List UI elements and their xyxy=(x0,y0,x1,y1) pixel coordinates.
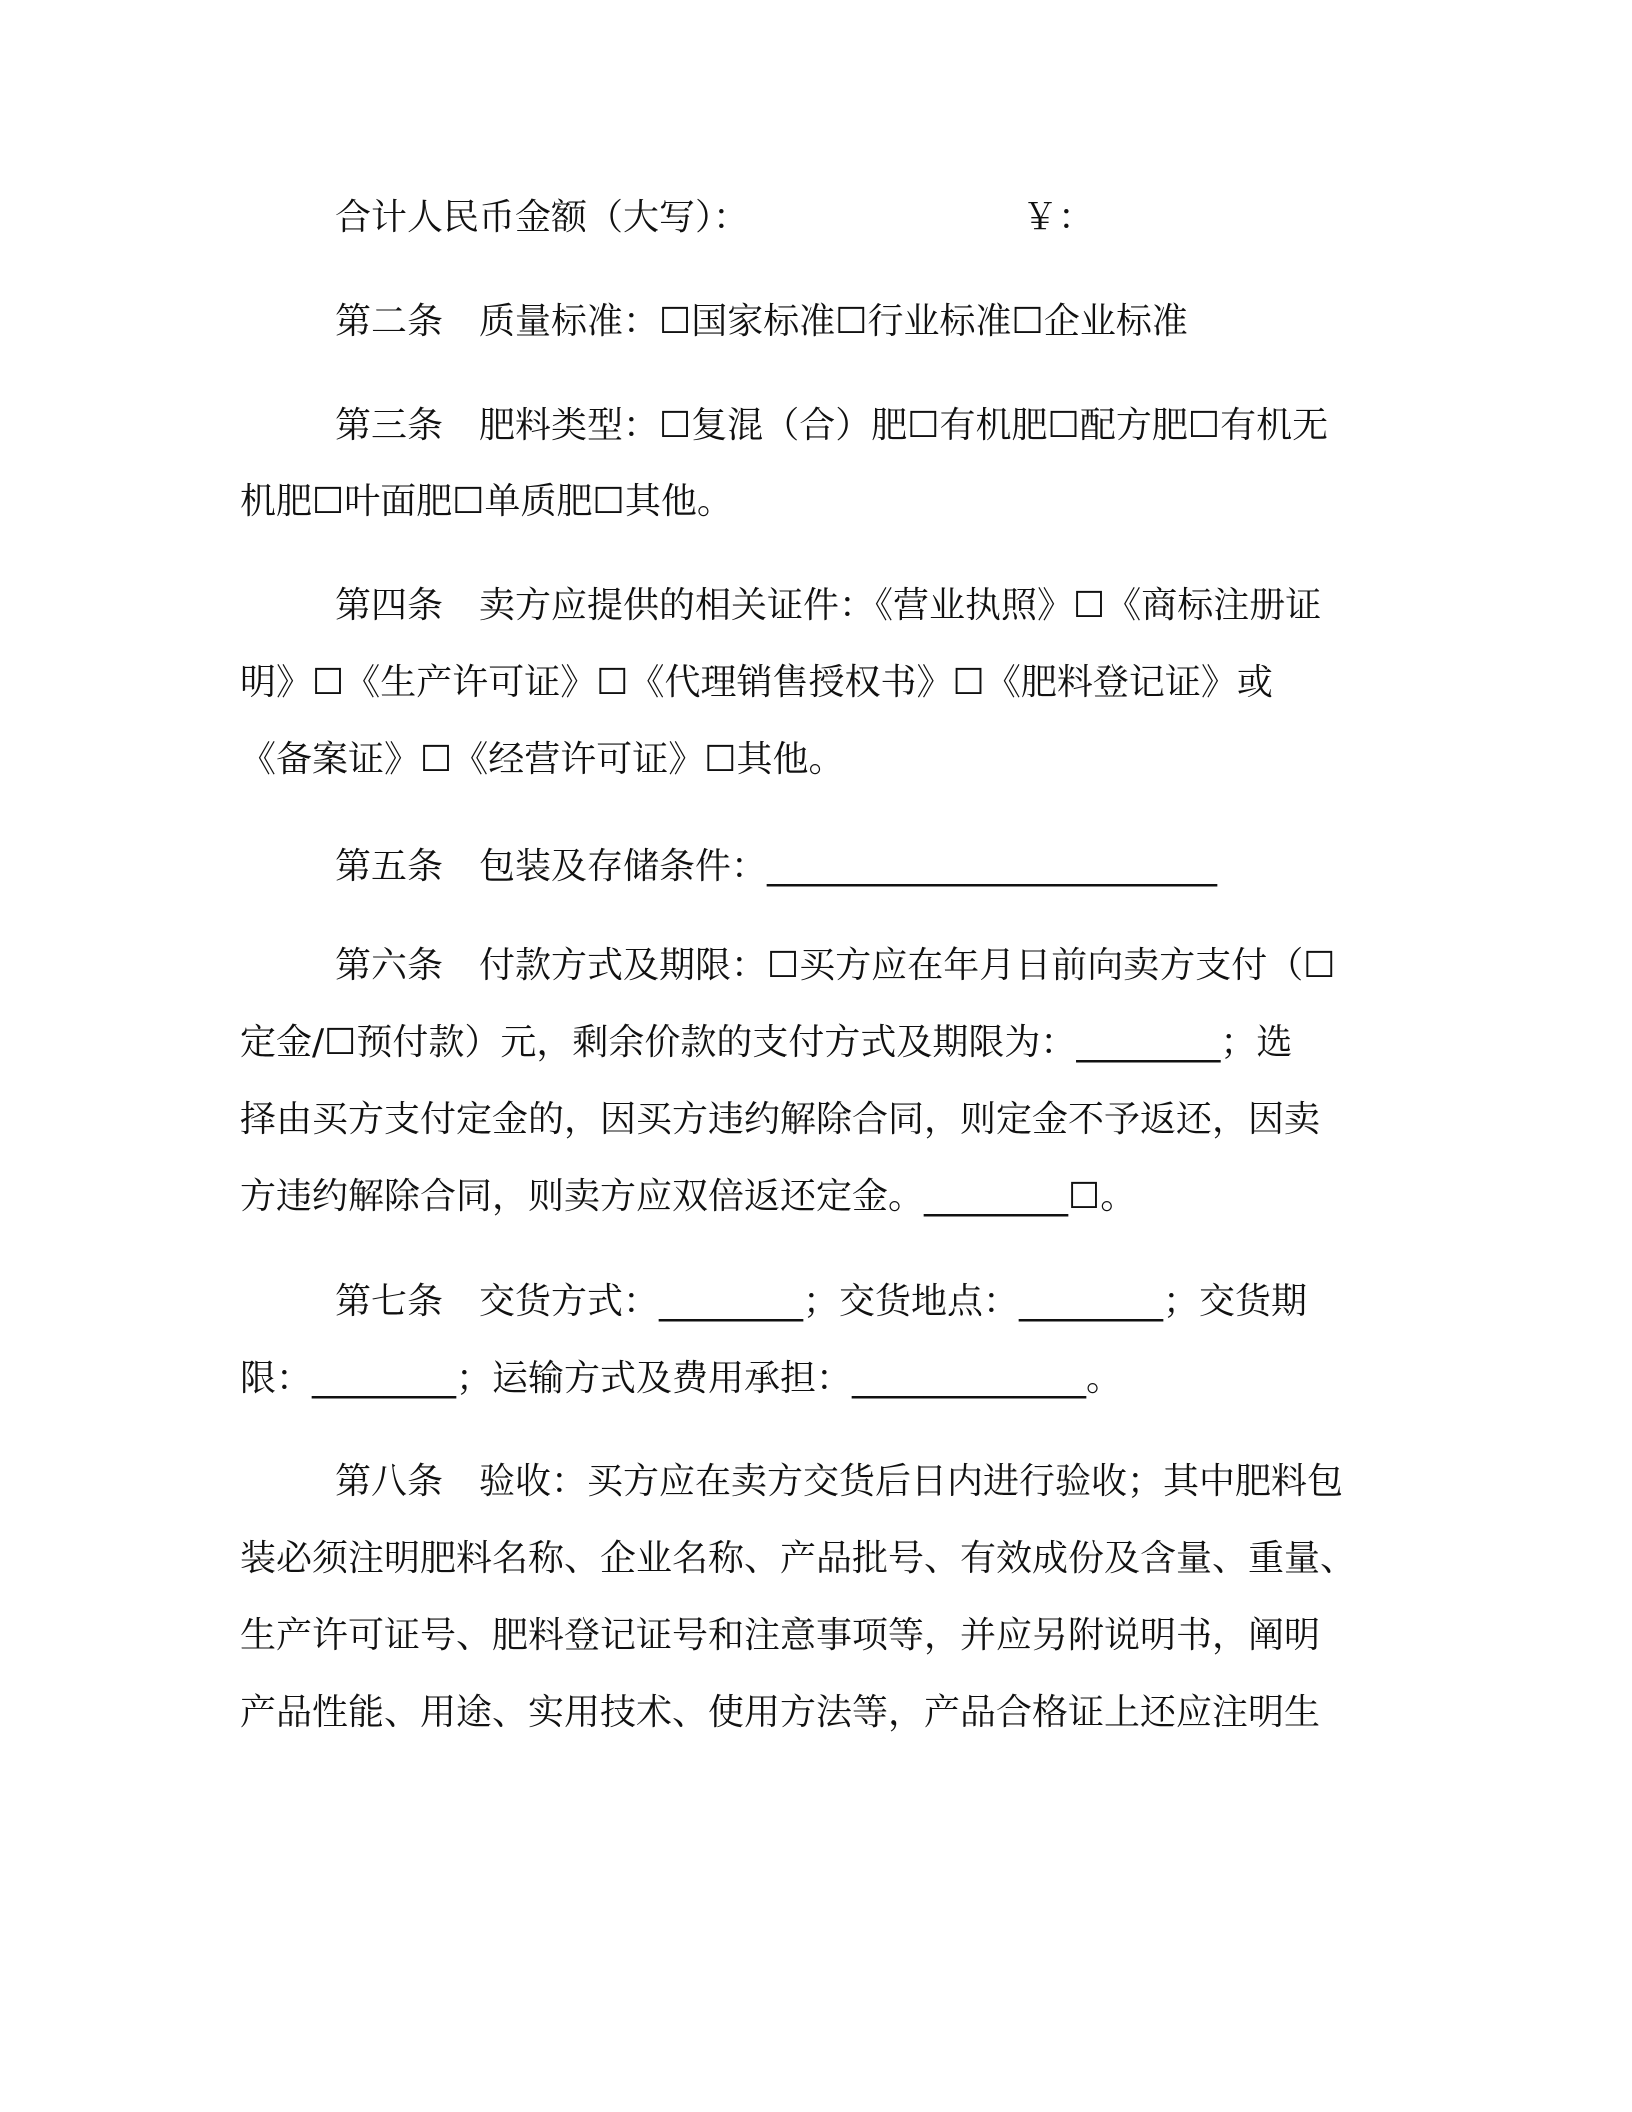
article-3-line-1: 第三条 肥料类型：☐复混（合）肥☐有机肥☐配方肥☐有机无 xyxy=(335,405,1329,446)
article-8-line-1: 第八条 验收：买方应在卖方交货后日内进行验收；其中肥料包 xyxy=(335,1461,1344,1502)
article-8-line-3: 生产许可证号、肥料登记证号和注意事项等，并应另附说明书，阐明 xyxy=(240,1615,1321,1656)
article-8-line-4: 产品性能、用途、实用技术、使用方法等，产品合格证上还应注明生 xyxy=(240,1692,1321,1733)
article-8-line-2: 装必须注明肥料名称、企业名称、产品批号、有效成份及含量、重量、 xyxy=(240,1538,1357,1579)
article-6-line-1: 第六条 付款方式及期限：☐买方应在年月日前向卖方支付（☐ xyxy=(335,945,1336,986)
article-6-line-4: 方违约解除合同，则卖方应双倍返还定金。________☐。 xyxy=(240,1176,1137,1217)
article-2-line-1: 第二条 质量标准：☐国家标准☐行业标准☐企业标准 xyxy=(335,301,1188,342)
article-6-line-2: 定金/☐预付款）元，剩余价款的支付方式及期限为：________；选 xyxy=(240,1022,1293,1063)
article-7-line-2: 限：________；运输方式及费用承担：_____________。 xyxy=(240,1358,1123,1399)
article-4-line-2: 明》☐《生产许可证》☐《代理销售授权书》☐《肥料登记证》或 xyxy=(240,662,1273,703)
article-4-line-3: 《备案证》☐《经营许可证》☐其他。 xyxy=(240,739,845,780)
article-6-line-3: 择由买方支付定金的，因买方违约解除合同，则定金不予返还，因卖 xyxy=(240,1099,1321,1140)
article-7-line-1: 第七条 交货方式：________；交货地点：________；交货期 xyxy=(335,1281,1308,1322)
article-3-line-2: 机肥☐叶面肥☐单质肥☐其他。 xyxy=(240,481,733,522)
article-5-line-1: 第五条 包装及存储条件：_________________________ xyxy=(335,846,1218,887)
total-amount-yen: ￥： xyxy=(1022,197,1095,238)
total-amount-label: 合计人民币金额（大写）： xyxy=(335,197,750,238)
article-4-line-1: 第四条 卖方应提供的相关证件：《营业执照》☐《商标注册证 xyxy=(335,585,1322,626)
